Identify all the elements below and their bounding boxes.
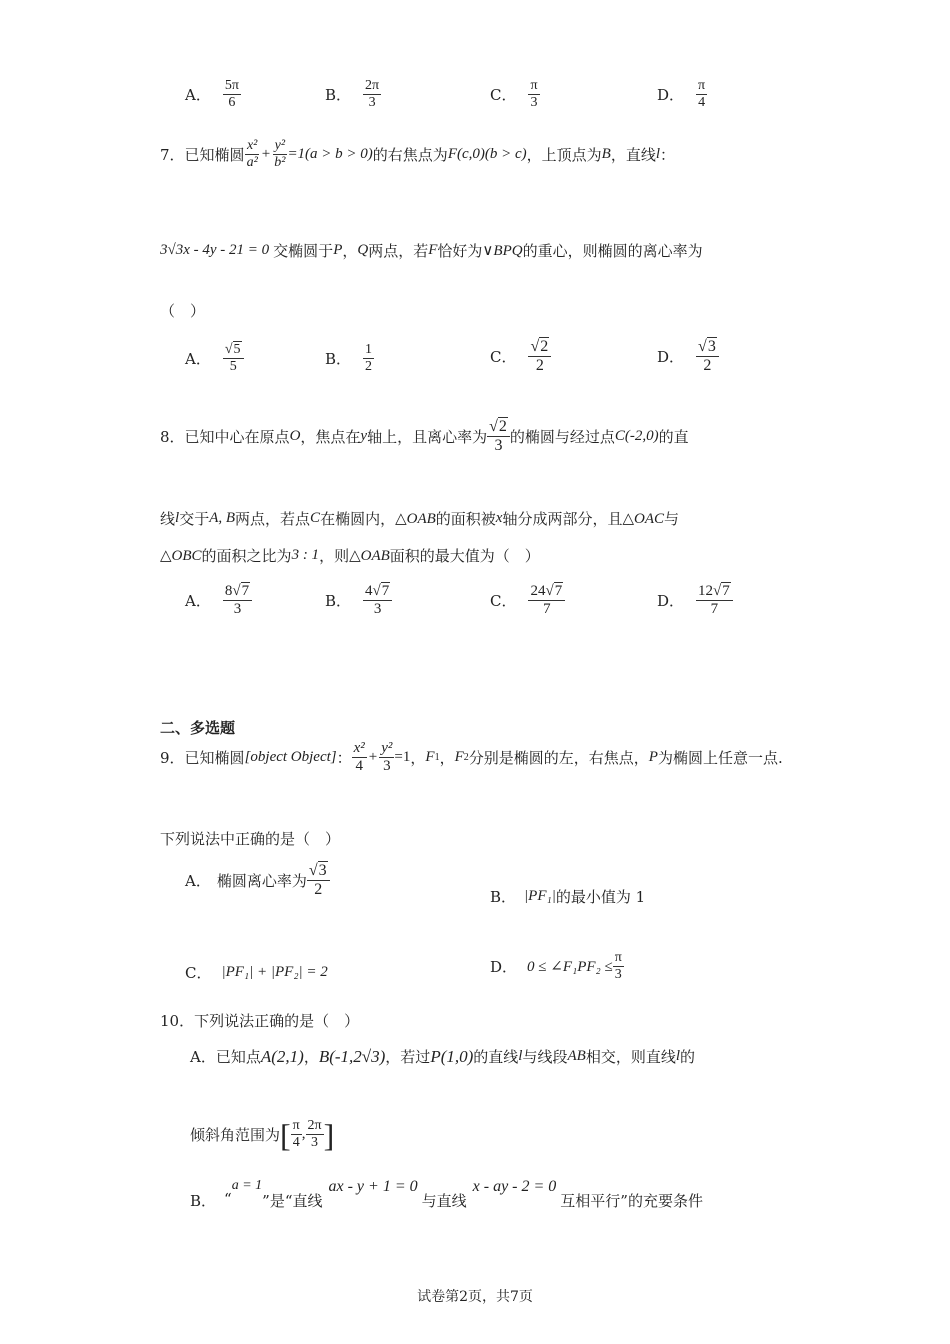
q7-option-b: B． $\frac{1}{2}$ xyxy=(325,342,373,375)
q6-c-fraction: $\frac{\pi}{3}$ xyxy=(530,78,538,111)
q6-option-d: D． $\frac{\pi}{4}$ xyxy=(657,78,706,111)
q7-focus: F(c,0)(b > c) xyxy=(447,146,527,163)
q6-option-c: C． $\frac{\pi}{3}$ xyxy=(490,78,538,111)
q8-eccentricity: $\frac{√2}{3}$ xyxy=(487,418,510,456)
q7-option-d: D． $\frac{√3}{2}$ xyxy=(657,338,719,376)
q9-number: 9． xyxy=(160,749,185,768)
q7-line-2: 3√3x - 4y - 21 = 0 交椭圆于 P ， Q 两点，若 F 恰好为 ∨BPQ 的重心，则椭圆的离心率为 xyxy=(160,242,703,260)
q9-y-fraction: $\frac{\text{y²}}{3}$ xyxy=(381,740,393,775)
q7-line-1: 7． 已知椭圆 $\frac{\text{x²}}{\text{a²}}$ + $\frac{\text{y²}}{\text{b²}}$ =1(a > b > 0) 的右焦点为 F(c,0)(b > c) ，上顶点为 B ，直线 l ： xyxy=(160,138,676,171)
q8-option-b: B． $\frac{4√7}{3}$ xyxy=(325,583,392,619)
q8-number: 8． xyxy=(160,428,185,447)
q7-x-fraction: $\frac{\text{x²}}{\text{a²}}$ xyxy=(246,138,258,171)
q9-option-b: B． |PF₁| 的最小值为 1 xyxy=(490,888,646,906)
q8-option-a: A． $\frac{8√7}{3}$ xyxy=(185,583,252,619)
q8-option-d: D． $\frac{12√7}{7}$ xyxy=(657,583,733,619)
q8-option-c: C． $\frac{24√7}{7}$ xyxy=(490,583,565,619)
q8-line-3: △OBC 的面积之比为 3 : 1 ，则 △OAB 面积的最大值为（ ） xyxy=(160,547,540,565)
q10-line-1: 10． 下列说法正确的是（ ） xyxy=(160,1012,360,1030)
q9-option-d: D． 0 ≤ ∠F₁PF₂ ≤ $\frac{\pi}{3}$ xyxy=(490,950,622,983)
q8-line-1: 8． 已知中心在原点 O ，焦点在 y 轴上，且离心率为 $\frac{√2}{3}$ 的椭圆与经过点 C(-2,0) 的直 xyxy=(160,418,689,455)
q10-option-a-line-1: A． 已知点 A(2,1) ， B(-1,2√3) ，若过 P(1,0) 的直线 l 与线段 AB 相交，则直线 l 的 xyxy=(190,1046,696,1066)
q8-point-c: C(-2,0) xyxy=(614,428,659,445)
q7-triangle: ∨BPQ xyxy=(482,243,523,259)
q9-option-c: C． |PF₁| + |PF₂| = 2 xyxy=(185,964,328,982)
q7-line-equation: 3√3x - 4y - 21 = 0 xyxy=(160,242,270,258)
section-title-multiple-choice: 二、多选题 xyxy=(160,719,236,737)
page-footer: 试卷第2页，共7页 xyxy=(417,1289,533,1305)
q9-line-2: 下列说法中正确的是（ ） xyxy=(160,830,341,848)
q8-line-2: 线 l 交于 A, B 两点，若点 C 在椭圆内， △OAB 的面积被 x 轴分成两部分，且 △OAC 与 xyxy=(160,510,680,528)
q10-number: 10． xyxy=(160,1012,195,1030)
q6-a-fraction: $\frac{5\pi}{6}$ xyxy=(224,78,239,111)
q10-option-a-line-2: 倾斜角范围为 [ $\frac{\pi}{4}$ , $\frac{2\pi}{3}$ ] xyxy=(190,1116,335,1153)
q7-option-a: A． $\frac{√5}{5}$ xyxy=(185,342,244,375)
q6-b-fraction: $\frac{2\pi}{3}$ xyxy=(365,78,380,111)
q10-option-b: B． “ a = 1 ”是“直线 ax - y + 1 = 0 与直线 x - ay - 2 = 0 互相平行”的充要条件 xyxy=(190,1178,703,1210)
q9-line-1: 9． 已知椭圆 [object Object] ： $\frac{\text{x²}}{4}$ + $\frac{\text{y²}}{3}$ =1 ， F 1 ， F 2 分别是椭圆的左，右焦点， P 为椭圆上任意一点. xyxy=(160,740,783,775)
q7-y-fraction: $\frac{\text{y²}}{\text{b²}}$ xyxy=(274,138,286,171)
q7-answer-paren: （ ） xyxy=(160,302,206,320)
q9-option-a: A． 椭圆离心率为 $\frac{√3}{2}$ xyxy=(185,862,330,900)
q6-d-fraction: $\frac{\pi}{4}$ xyxy=(698,78,706,111)
q6-option-a: A． $\frac{5\pi}{6}$ xyxy=(185,78,239,111)
q9-x-fraction: $\frac{\text{x²}}{4}$ xyxy=(353,740,365,775)
q7-option-c: C． $\frac{√2}{2}$ xyxy=(490,338,551,376)
q7-number: 7． xyxy=(160,146,185,165)
q6-option-b: B． $\frac{2\pi}{3}$ xyxy=(325,78,380,111)
q7-ellipse-condition: =1(a > b > 0) xyxy=(287,146,373,163)
